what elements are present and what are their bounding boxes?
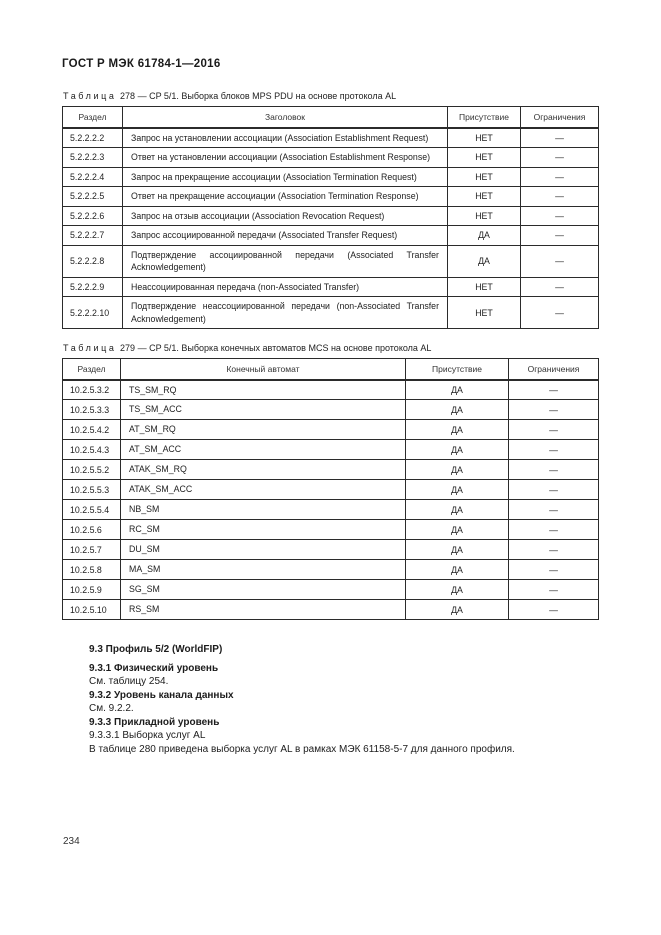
column-header-presence: Присутствие [448, 107, 521, 128]
cell-presence: НЕТ [448, 148, 521, 168]
cell-constraints: — [509, 580, 599, 600]
subheading-9-3-3-1: 9.3.3.1 Выборка услуг AL [89, 730, 206, 741]
table278-caption [63, 91, 598, 101]
table-row [63, 148, 599, 168]
cell-title: Подтверждение ассоциированной передачи (Associated Transfer Acknowledgement) [123, 245, 448, 277]
table-row [63, 520, 599, 540]
cell-section: 10.2.5.6 [63, 520, 121, 540]
cell-presence: ДА [406, 440, 509, 460]
cell-constraints: — [521, 226, 599, 246]
cell-presence: ДА [406, 520, 509, 540]
cell-state-machine: DU_SM [121, 540, 406, 560]
cell-constraints: — [521, 128, 599, 148]
cell-title: Подтверждение неассоциированной передачи (non-Associated Transfer Acknowledgement) [123, 297, 448, 329]
table-mcs-state-machines [62, 358, 599, 620]
heading-9-3-3: 9.3.3 Прикладной уровень [89, 716, 220, 728]
cell-constraints: — [521, 206, 599, 226]
column-header-constraints: Ограничения [521, 107, 599, 128]
cell-section: 10.2.5.7 [63, 540, 121, 560]
cell-section: 10.2.5.5.4 [63, 500, 121, 520]
cell-state-machine: TS_SM_ACC [121, 400, 406, 420]
cell-section: 5.2.2.2.10 [63, 297, 123, 329]
cell-section: 5.2.2.2.4 [63, 167, 123, 187]
cell-presence: ДА [406, 480, 509, 500]
cell-constraints: — [509, 520, 599, 540]
cell-title: Ответ на установлении ассоциации (Association Establishment Response) [123, 148, 448, 168]
cell-presence: НЕТ [448, 206, 521, 226]
column-header-title: Заголовок [123, 107, 448, 128]
table-row [63, 226, 599, 246]
table-row [63, 460, 599, 480]
cell-presence: ДА [406, 460, 509, 480]
table279-caption-number: 279 [120, 343, 136, 353]
cell-state-machine: AT_SM_ACC [121, 440, 406, 460]
table-row [63, 400, 599, 420]
cell-presence: ДА [406, 560, 509, 580]
heading-9-3: 9.3 Профиль 5/2 (WorldFIP) [89, 644, 223, 655]
cell-title: Запрос на установлении ассоциации (Association Establishment Request) [123, 128, 448, 148]
table-row [63, 380, 599, 400]
table-row [63, 480, 599, 500]
cell-section: 10.2.5.5.2 [63, 460, 121, 480]
column-header-state-machine: Конечный автомат [121, 359, 406, 380]
cell-section: 10.2.5.4.2 [63, 420, 121, 440]
cell-section: 10.2.5.4.3 [63, 440, 121, 460]
table-row [63, 167, 599, 187]
cell-section: 5.2.2.2.3 [63, 148, 123, 168]
cell-presence: ДА [406, 580, 509, 600]
table-row [63, 128, 599, 148]
cell-state-machine: TS_SM_RQ [121, 380, 406, 400]
table279-caption-text: — CP 5/1. Выборка конечных автоматов MCS на основе протокола AL [137, 343, 432, 353]
column-header-section: Раздел [63, 359, 121, 380]
cell-state-machine: ATAK_SM_ACC [121, 480, 406, 500]
cell-state-machine: NB_SM [121, 500, 406, 520]
cell-constraints: — [509, 380, 599, 400]
cell-presence: ДА [406, 400, 509, 420]
cell-presence: НЕТ [448, 277, 521, 297]
cell-section: 10.2.5.9 [63, 580, 121, 600]
cell-constraints: — [521, 277, 599, 297]
cell-constraints: — [509, 460, 599, 480]
cell-section: 5.2.2.2.6 [63, 206, 123, 226]
cell-constraints: — [509, 420, 599, 440]
cell-section: 10.2.5.8 [63, 560, 121, 580]
cell-constraints: — [509, 480, 599, 500]
table-row [63, 420, 599, 440]
cell-section: 10.2.5.5.3 [63, 480, 121, 500]
cell-constraints: — [509, 400, 599, 420]
column-header-section: Раздел [63, 107, 123, 128]
cell-presence: ДА [406, 600, 509, 620]
column-header-constraints: Ограничения [509, 359, 599, 380]
cell-presence: НЕТ [448, 187, 521, 207]
paragraph-9-3-3-1: В таблице 280 приведена выборка услуг AL в рамках МЭК 61158-5-7 для данного профиля. [89, 743, 515, 755]
cell-presence: ДА [406, 420, 509, 440]
cell-presence: ДА [406, 540, 509, 560]
table-row [63, 560, 599, 580]
cell-title: Запрос на прекращение ассоциации (Association Termination Request) [123, 167, 448, 187]
cell-presence: ДА [406, 500, 509, 520]
cell-constraints: — [521, 167, 599, 187]
cell-constraints: — [509, 600, 599, 620]
paragraph-9-3-1: См. таблицу 254. [89, 676, 169, 687]
table-row [63, 206, 599, 226]
cell-constraints: — [521, 187, 599, 207]
table-mps-pdu-selection [62, 106, 599, 329]
cell-title: Ответ на прекращение ассоциации (Association Termination Response) [123, 187, 448, 207]
cell-section: 5.2.2.2.7 [63, 226, 123, 246]
cell-presence: НЕТ [448, 297, 521, 329]
cell-section: 5.2.2.2.9 [63, 277, 123, 297]
column-header-presence: Присутствие [406, 359, 509, 380]
cell-constraints: — [521, 245, 599, 277]
cell-section: 10.2.5.3.3 [63, 400, 121, 420]
cell-section: 5.2.2.2.5 [63, 187, 123, 207]
paragraph-9-3-2: См. 9.2.2. [89, 703, 134, 714]
cell-state-machine: AT_SM_RQ [121, 420, 406, 440]
table278-caption-number: 278 [120, 91, 136, 101]
cell-presence: НЕТ [448, 167, 521, 187]
spacer [62, 329, 598, 343]
table-row [63, 277, 599, 297]
cell-presence: ДА [406, 380, 509, 400]
cell-title: Неассоциированная передача (non-Associated Transfer) [123, 277, 448, 297]
cell-state-machine: RC_SM [121, 520, 406, 540]
heading-9-3-2: 9.3.2 Уровень канала данных [89, 689, 234, 701]
cell-section: 10.2.5.10 [63, 600, 121, 620]
cell-constraints: — [509, 540, 599, 560]
cell-constraints: — [509, 560, 599, 580]
cell-presence: ДА [448, 226, 521, 246]
table279-caption [63, 343, 598, 353]
table-row [63, 540, 599, 560]
cell-constraints: — [509, 500, 599, 520]
table-header-row [63, 107, 599, 128]
cell-constraints: — [521, 148, 599, 168]
table-row [63, 245, 599, 277]
cell-section: 5.2.2.2.8 [63, 245, 123, 277]
cell-state-machine: MA_SM [121, 560, 406, 580]
section-text-block [89, 643, 598, 756]
table278-caption-text: — CP 5/1. Выборка блоков MPS PDU на основе протокола AL [137, 91, 397, 101]
cell-state-machine: SG_SM [121, 580, 406, 600]
page-number: 234 [63, 836, 80, 847]
cell-constraints: — [509, 440, 599, 460]
table279-caption-word: Таблица [63, 343, 117, 353]
cell-title: Запрос ассоциированной передачи (Associated Transfer Request) [123, 226, 448, 246]
heading-9-3-1: 9.3.1 Физический уровень [89, 662, 219, 674]
cell-state-machine: ATAK_SM_RQ [121, 460, 406, 480]
cell-section: 10.2.5.3.2 [63, 380, 121, 400]
cell-state-machine: RS_SM [121, 600, 406, 620]
table-row [63, 500, 599, 520]
table-row [63, 580, 599, 600]
cell-section: 5.2.2.2.2 [63, 128, 123, 148]
document-title: ГОСТ Р МЭК 61784-1—2016 [62, 58, 221, 70]
table-row [63, 187, 599, 207]
table-header-row [63, 359, 599, 380]
table-row [63, 440, 599, 460]
cell-constraints: — [521, 297, 599, 329]
cell-presence: НЕТ [448, 128, 521, 148]
table278-caption-word: Таблица [63, 91, 117, 101]
cell-title: Запрос на отзыв ассоциации (Association Revocation Request) [123, 206, 448, 226]
table-row [63, 297, 599, 329]
table-row [63, 600, 599, 620]
cell-presence: ДА [448, 245, 521, 277]
